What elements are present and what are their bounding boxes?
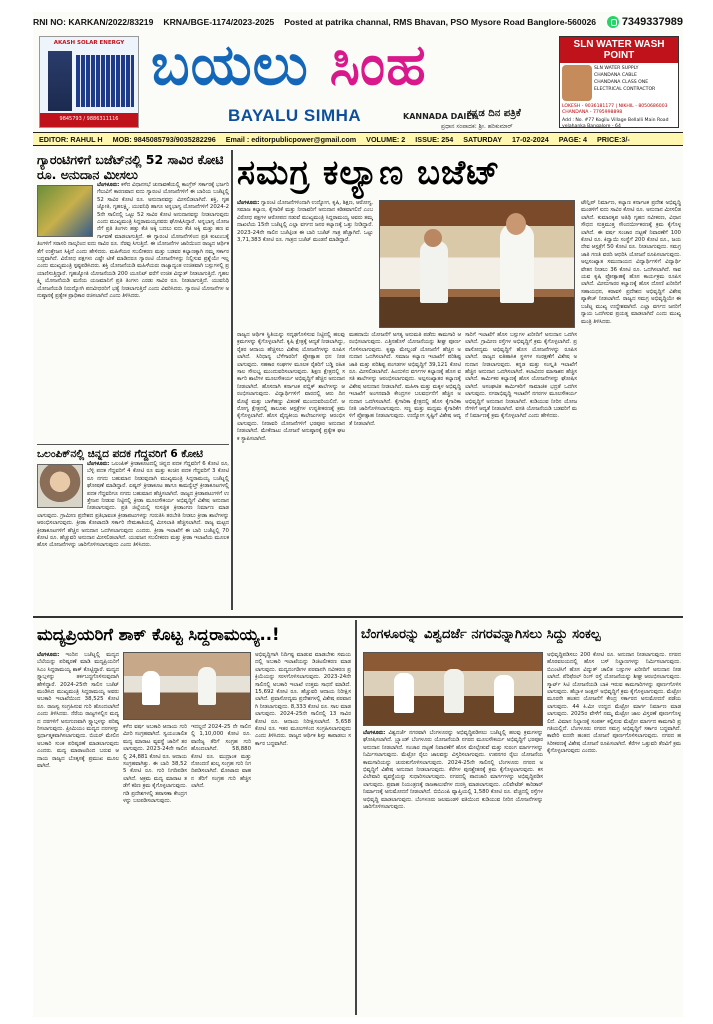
posted-info: Posted at patrika channal, RMS Bhavan, PSO Mysore Road Banglore-560026 (284, 17, 597, 27)
photo-person-head (506, 213, 526, 235)
ad-right-title: SLN WATER WASH POINT (560, 37, 678, 63)
price: PRICE:3/- (597, 134, 630, 144)
bengaluru-article-col-1 (363, 730, 543, 1012)
column-divider (231, 150, 233, 610)
ad-left-title: AKASH SOLAR ENERGY (53, 40, 125, 46)
krna-number: KRNA/BGE-1174/2023-2025 (163, 17, 275, 27)
ad-right-address: Add : No. #77 Kogilu Village Bellalli Main Road yelahanka Bangalore - 64 (562, 118, 669, 128)
ad-right-body (560, 63, 678, 103)
logo-tagline: ಪ್ರಧಾನ ಸಂಪಾದಕ: ಶ್ರೀ. ಹರಿಕುಮಾರ್ (441, 123, 513, 130)
photo-person (394, 673, 414, 713)
headline-bengaluru: ಬೆಂಗಳೂರನ್ನು ವಿಶ್ವದರ್ಜೆ ನಗರವನ್ನಾಗಿಸಲು ಸಿದ್ದು ಸಂಕಲ್ಪ (361, 627, 601, 642)
ad-right-lines (594, 65, 655, 101)
info-bar (33, 132, 683, 146)
mobile-numbers: MOB: 9845085793/9035282296 (112, 134, 216, 144)
column-divider (355, 620, 357, 1015)
photo-person (420, 241, 448, 303)
photo-person (444, 669, 464, 713)
volume: VOLUME: 2 (366, 134, 406, 144)
phone-number: 7349337989 (621, 16, 683, 28)
date: 17-02-2024 (512, 134, 549, 144)
photo-person (142, 671, 160, 705)
solar-panel-image (76, 55, 134, 107)
editor-name: EDITOR: RAHUL H (39, 134, 103, 144)
logo-part-2: ಸಿಂಹ (329, 32, 427, 98)
phone-block (607, 16, 683, 28)
logo-part-1: ಬಯಲು (151, 32, 309, 98)
main-article-col-3b: ಸಾರಿಗೆ ಇಲಾಖೆಗೆ ಹೊಸ ಬಸ್ಸುಗಳ ಖರೀದಿಗೆ ಅನುದಾನ ಒದಗಿಸಲಾಗಿದೆ. ಗ್ರಾಮೀಣ ರಸ್ತೆಗಳ ಅಭಿವೃದ್ಧಿಗೆ ಕ್ರಮ ಕೈಗೊಳ್ಳಲಾಗಿದೆ. ಪ್ರವಾಸೋದ್ಯಮ ಅಭಿವೃದ್ಧಿಗೆ ಹೊಸ ಯೋಜನೆಗಳನ್ನು ರೂಪಿಸಲಾಗಿದೆ. ರಾಜ್ಯದ ಐತಿಹಾಸಿಕ ಸ್ಥಳಗಳ ಸಂರಕ್ಷಣೆಗೆ ವಿಶೇಷ ಅನುದಾನ ನೀಡಲಾಗುವುದು. ಕನ್ನಡ ಮತ್ತು ಸಂಸ್ಕೃತಿ ಇಲಾಖೆಗೆ ಹೆಚ್ಚಿನ ಅನುದಾನ ಒದಗಿಸಲಾಗಿದೆ. ಕಲಾವಿದರ ಮಾಸಾಶನ ಹೆಚ್ಚಿಸಲಾಗಿದೆ. ಕಾರ್ಮಿಕರ ಕಲ್ಯಾಣಕ್ಕೆ ಹೊಸ ಯೋಜನೆಗಳನ್ನು ಘೋಷಿಸಲಾಗಿದೆ. ಅಸಂಘಟಿತ ಕಾರ್ಮಿಕರಿಗೆ ಸಾಮಾಜಿಕ ಭದ್ರತೆ ಒದಗಿಸಲಾಗುವುದು. ನಗರಾಭಿವೃದ್ಧಿ ಇಲಾಖೆಗೆ ನಗರಗಳ ಮೂಲಸೌಕರ್ಯ ಅಭಿವೃದ್ಧಿಗೆ ಅನುದಾನ ನೀಡಲಾಗಿದೆ. ಕುಡಿಯುವ ನೀರಿನ ಯೋಜನೆಗಳಿಗೆ ಆದ್ಯತೆ ನೀಡಲಾಗಿದೆ. ವಸತಿ ಯೋಜನೆಯಡಿ ಬಡವರಿಗೆ ಮನೆ ನಿರ್ಮಾಣಕ್ಕೆ ಕ್ರಮ ಕೈಗೊಳ್ಳಲಾಗಿದೆ ಎಂದು ಹೇಳಿದರು. (465, 332, 577, 420)
photo-person-head (424, 229, 442, 247)
dateline: ಬೆಂಗಳೂರು: (237, 200, 260, 206)
liquor-article-col-4: ಅಭಿವೃದ್ಧಿಗಾಗಿ ನಿರ್ದಿಷ್ಟ ಮಾಡುವ ಮಾಡಬೇಕು ಸಮಯದಲ್ಲಿ ಅಬಕಾರಿ ಇಲಾಖೆಯನ್ನು ಡಿಜಿಟಲೀಕರಣ ಮಾಡಲಾಗುವುದು. ಮದ್ಯದಂಗಡಿಗಳ ಪರವಾನಗಿ ನವೀಕರಣ ಪ್ರಕ್ರಿಯೆಯನ್ನು ಸರಳಗೊಳಿಸಲಾಗುವುದು. 2023-24ನೇ ಸಾಲಿನಲ್ಲಿ ಅಬಕಾರಿ ಇಲಾಖೆ ಉತ್ತಮ ಸಾಧನೆ ಮಾಡಿದೆ. 15,692 ಕೋಟಿ ರೂ. ಹೆಚ್ಚುವರಿ ಆದಾಯ ನಿರೀಕ್ಷಿಸಲಾಗಿದೆ. ಪ್ರವಾಸೋದ್ಯಮ ಪ್ರದೇಶಗಳಲ್ಲಿ ವಿಶೇಷ ಪರವಾನಗಿ ನೀಡಲಾಗುವುದು. 8,333 ಕೋಟಿ ರೂ. ಸಾಲ ಮಾಡಲಾಗುವುದು. 2024-25ನೇ ಸಾಲಿನಲ್ಲಿ 13 ಸಾವಿರ ಕೋಟಿ ರೂ. ಆದಾಯ ನಿರೀಕ್ಷಿಸಲಾಗಿದೆ. 5,658 ಕೋಟಿ ರೂ. ಇತರ ಮೂಲಗಳಿಂದ ಸಂಗ್ರಹಿಸಲಾಗುವುದು ಎಂದು ತಿಳಿಸಿದರು. ರಾಜ್ಯದ ಆರ್ಥಿಕ ಶಿಸ್ತು ಕಾಪಾಡಲು ಸರ್ಕಾರ ಬದ್ಧವಾಗಿದೆ. (255, 652, 351, 747)
logo-english: BAYALU SIMHA (228, 106, 362, 125)
email: Email : editorpublicpower@gmail.com (225, 134, 357, 144)
liquor-story-photo (123, 652, 251, 720)
photo-person (198, 667, 216, 705)
dateline: ಬೆಂಗಳೂರು: (37, 652, 60, 658)
main-article-col-1 (237, 200, 373, 330)
guarantee-logos-image (37, 185, 93, 237)
ad-right-water-wash (559, 36, 679, 128)
logo-kannada-sub: ಕನ್ನಡ ದಿನ ಪತ್ರಿಕೆ (467, 108, 521, 119)
bengaluru-story-photo (363, 652, 543, 726)
newspaper-page (33, 12, 683, 1017)
headline-liquor: ಮದ್ಯಪ್ರಿಯರಿಗೆ ಶಾಕ್ ಕೊಟ್ಟ ಸಿದ್ದರಾಮಯ್ಯ..! (37, 625, 280, 644)
dateline: ಬೆಂಗಳೂರು: (97, 182, 120, 188)
headline-olympic: ಒಲಂಪಿಕ್‌ನಲ್ಲಿ ಚಿನ್ನದ ಪದಕ ಗೆದ್ದವರಿಗೆ 6 ಕೋಟಿ (37, 444, 229, 461)
photo-person (500, 223, 534, 303)
liquor-article-col-1 (37, 652, 119, 1012)
left-column (37, 152, 229, 607)
bengaluru-article-col-2: ಅಭಿವೃದ್ಧಿಪಡಿಸಲು 200 ಕೋಟಿ ರೂ. ಅನುದಾನ ನೀಡಲಾಗುವುದು. ನಗರದ ಹೊರವಲಯದಲ್ಲಿ ಹೊಸ ಬಸ್ ನಿಲ್ದಾಣಗಳನ್ನು ನಿರ್ಮಿಸಲಾಗುವುದು. ಬಿಎಂಟಿಸಿಗೆ ಹೊಸ ವಿದ್ಯುತ್ ಚಾಲಿತ ಬಸ್ಸುಗಳ ಖರೀದಿಗೆ ಅನುದಾನ ನೀಡಲಾಗಿದೆ. ಪೆರಿಫೆರಲ್ ರಿಂಗ್ ರಸ್ತೆ ಯೋಜನೆಯನ್ನು ಶೀಘ್ರ ಆರಂಭಿಸಲಾಗುವುದು. ಸ್ಮಾರ್ಟ್ ಸಿಟಿ ಯೋಜನೆಯಡಿ ಬಾಕಿ ಇರುವ ಕಾಮಗಾರಿಗಳನ್ನು ಪೂರ್ಣಗೊಳಿಸಲಾಗುವುದು. ಹೆಬ್ಬಾಳ ಜಂಕ್ಷನ್ ಅಭಿವೃದ್ಧಿಗೆ ಕ್ರಮ ಕೈಗೊಳ್ಳಲಾಗುವುದು. ಮೆಟ್ರೋ ಮೂರನೇ ಹಂತದ ಯೋಜನೆಗೆ ಕೇಂದ್ರ ಸರ್ಕಾರದ ಅನುಮೋದನೆ ಪಡೆಯಲಾಗುವುದು. 44 ಕಿ.ಮೀ ಉದ್ದದ ಮೆಟ್ರೋ ಮಾರ್ಗ ನಿರ್ಮಾಣ ಮಾಡಲಾಗುವುದು. 2025ರ ವೇಳೆಗೆ ನಮ್ಮ ಮೆಟ್ರೋ ಜಾಲ ವಿಸ್ತರಣೆ ಪೂರ್ಣಗೊಳ್ಳಲಿದೆ. ವಿಮಾನ ನಿಲ್ದಾಣಕ್ಕೆ ಸಂಪರ್ಕ ಕಲ್ಪಿಸುವ ಮೆಟ್ರೋ ಮಾರ್ಗದ ಕಾಮಗಾರಿ ಪ್ರಗತಿಯಲ್ಲಿದೆ. ಬೆಂಗಳೂರು ನಗರದ ಸಮಗ್ರ ಅಭಿವೃದ್ಧಿಗೆ ಸರ್ಕಾರ ಬದ್ಧವಾಗಿದೆ. ಕಾವೇರಿ ಐದನೇ ಹಂತದ ಯೋಜನೆ ಪೂರ್ಣಗೊಳಿಸಲಾಗುವುದು. ನಗರದ ಹಸಿರೀಕರಣಕ್ಕೆ ವಿಶೇಷ ಯೋಜನೆ ರೂಪಿಸಲಾಗಿದೆ. ಕೆರೆಗಳ ಒತ್ತುವರಿ ತೆರವಿಗೆ ಕ್ರಮ ಕೈಗೊಳ್ಳಲಾಗುವುದು ಎಂದರು. (547, 652, 681, 755)
article-body: ಒಲಂಪಿಕ್ ಕ್ರೀಡಾಕೂಟದಲ್ಲಿ ಚಿನ್ನದ ಪದಕ ಗೆದ್ದವರಿಗೆ 6 ಕೋಟಿ ರೂ, ಬೆಳ್ಳಿ ಪದಕ ಗೆದ್ದವರಿಗೆ 4 ಕೋಟಿ ರೂ ಮತ್ತು ಕಂಚಿನ ಪದಕ ಗೆದ್ದವರಿಗೆ 3 ಕೋಟಿ ರೂ ನಗದು ಬಹುಮಾನ ನೀಡುವುದಾಗಿ ಮುಖ್ಯಮಂತ್ರಿ ಸಿದ್ದರಾಮಯ್ಯ ಬಜೆಟ್ನಲ್ಲಿ ಘೋಷಣೆ ಮಾಡಿದ್ದಾರೆ. ಏಷ್ಯನ್ ಕ್ರೀಡಾಕೂಟ ಹಾಗೂ ಕಾಮನ್ವೆಲ್ತ್ ಕ್ರೀಡಾಕೂಟಗಳಲ್ಲಿ ಪದಕ ಗೆದ್ದವರಿಗೂ ನಗದು ಬಹುಮಾನ ಹೆಚ್ಚಿಸಲಾಗಿದೆ. ರಾಜ್ಯದ ಕ್ರೀಡಾಪಟುಗಳಿಗೆ ಉತ್ತೇಜನ ನೀಡುವ ನಿಟ್ಟಿನಲ್ಲಿ ಕ್ರೀಡಾ ಮೂಲಸೌಕರ್ಯ ಅಭಿವೃದ್ಧಿಗೆ ವಿಶೇಷ ಅನುದಾನ ನೀಡಲಾಗುವುದು. ಪ್ರತಿ ಜಿಲ್ಲೆಯಲ್ಲಿ ಸುಸಜ್ಜಿತ ಕ್ರೀಡಾಂಗಣ ನಿರ್ಮಾಣ ಮಾಡಲಾಗುವುದು. ಗ್ರಾಮೀಣ ಪ್ರದೇಶದ ಪ್ರತಿಭಾವಂತ ಕ್ರೀಡಾಪಟುಗಳನ್ನು ಗುರುತಿಸಿ ತರಬೇತಿ ನೀಡಲು ಕ್ರೀಡಾ ಶಾಲೆಗಳನ್ನು ಆರಂಭಿಸಲಾಗುವುದು. ಕ್ರೀಡಾ ಕೋಟಾದಡಿ ಸರ್ಕಾರಿ ನೇಮಕಾತಿಯಲ್ಲಿ ಮೀಸಲಾತಿ ಹೆಚ್ಚಿಸಲಾಗಿದೆ. ರಾಜ್ಯ ಮಟ್ಟದ ಕ್ರೀಡಾಕೂಟಗಳಿಗೆ ಹೆಚ್ಚಿನ ಅನುದಾನ ಒದಗಿಸಲಾಗುವುದು ಎಂದರು. ಕ್ರೀಡಾ ಇಲಾಖೆಗೆ ಈ ಬಾರಿ ಬಜೆಟ್ನಲ್ಲಿ 70 ಕೋಟಿ ರೂ. ಹೆಚ್ಚುವರಿ ಅನುದಾನ ಮೀಸಲಿಡಲಾಗಿದೆ. ಯುವಜನ ಸಬಲೀಕರಣ ಮತ್ತು ಕ್ರೀಡಾ ಇಲಾಖೆಯ ಮೂಲಕ ಹೊಸ ಯೋಜನೆಗಳನ್ನು ಜಾರಿಗೊಳಿಸಲಾಗುವುದು ಎಂದು ತಿಳಿಸಿದರು. (37, 461, 229, 549)
ad-line: CHANDANA CLASS ONE (594, 80, 649, 85)
liquor-article-col-3: ಇದಲ್ಲದೆ 2024-25 ನೇ ಸಾಲಿನಲ್ಲಿ 1,10,000 ಕೋಟಿ ರೂ. ವಾಣಿಜ್ಯ ತೆರಿಗೆ ಸಂಗ್ರಹ ಗುರಿ ಹೊಂದಲಾಗಿದೆ. 58,880 ಕೋಟಿ ರೂ. ಮುದ್ರಾಂಕ ಮತ್ತು ನೋಂದಣಿ ಶುಲ್ಕ ಸಂಗ್ರಹ ಗುರಿ ನಿಗದಿಪಡಿಸಲಾಗಿದೆ. ಮೋಟಾರು ವಾಹನ ತೆರಿಗೆ ಸಂಗ್ರಹ ಗುರಿ ಹೆಚ್ಚಿಸಲಾಗಿದೆ. (191, 724, 251, 790)
solar-heater-image (48, 51, 72, 111)
page-number: PAGE: 4 (558, 134, 588, 144)
liquor-article-col-2: ಕಳೆದ ವರ್ಷ ಅಬಕಾರಿ ಆದಾಯ ಗುರಿ ಮೀರಿ ಸಂಗ್ರಹವಾಗಿದೆ. ಸ್ವಯಂಚಾಲಿತ ಮದ್ಯ ಮಾರಾಟ ವ್ಯವಸ್ಥೆ ಜಾರಿಗೆ ತರಲಾಗುವುದು. 2023-24ನೇ ಸಾಲಿನಲ್ಲಿ 24,881 ಕೋಟಿ ರೂ. ಆದಾಯ ಸಂಗ್ರಹವಾಗಿತ್ತು. ಈ ಬಾರಿ 38,525 ಕೋಟಿ ರೂ. ಗುರಿ ನಿಗದಿಪಡಿಸಲಾಗಿದೆ. ಅಕ್ರಮ ಮದ್ಯ ಮಾರಾಟ ತಡೆಗೆ ಕಠಿಣ ಕ್ರಮ ಕೈಗೊಳ್ಳಲಾಗುವುದು. ಗಡಿ ಪ್ರದೇಶಗಳಲ್ಲಿ ತಪಾಸಣಾ ಕೇಂದ್ರಗಳನ್ನು ಬಲಪಡಿಸಲಾಗುವುದು. (123, 724, 187, 805)
olympic-photo (37, 464, 83, 508)
issue: ISSUE: 254 (415, 134, 454, 144)
logo-english-sub: KANNADA DAILY (403, 112, 477, 121)
top-strip (33, 14, 683, 30)
day: SATURDAY (463, 134, 502, 144)
article-guarantees (37, 182, 229, 440)
logo-title (151, 32, 427, 99)
photo-person (494, 675, 514, 713)
main-article-col-1b: ರಾಜ್ಯದ ಆರ್ಥಿಕ ಸ್ಥಿತಿಯನ್ನು ಸದೃಢಗೊಳಿಸುವ ನಿಟ್ಟಿನಲ್ಲಿ ಹಲವು ಕ್ರಮಗಳನ್ನು ಕೈಗೊಳ್ಳಲಾಗಿದೆ. ಕೃಷಿ ಕ್ಷೇತ್ರಕ್ಕೆ ಆದ್ಯತೆ ನೀಡಲಾಗಿದ್ದು, ರೈತರ ಆದಾಯ ಹೆಚ್ಚಿಸಲು ವಿಶೇಷ ಯೋಜನೆಗಳನ್ನು ರೂಪಿಸಲಾಗಿದೆ. ಸಿರಿಧಾನ್ಯ ಬೆಳೆಗಾರರಿಗೆ ಪ್ರೋತ್ಸಾಹ ಧನ ನೀಡಲಾಗುವುದು. ಸಹಕಾರ ಸಂಘಗಳ ಮೂಲಕ ರೈತರಿಗೆ ಬಡ್ಡಿ ರಹಿತ ಸಾಲ ಸೌಲಭ್ಯ ಮುಂದುವರಿಸಲಾಗುವುದು. ಶಿಕ್ಷಣ ಕ್ಷೇತ್ರದಲ್ಲಿ ಸರ್ಕಾರಿ ಶಾಲೆಗಳ ಮೂಲಸೌಕರ್ಯ ಅಭಿವೃದ್ಧಿಗೆ ಹೆಚ್ಚಿನ ಅನುದಾನ ನೀಡಲಾಗಿದೆ. ಹೊಸದಾಗಿ ಕರ್ನಾಟಕ ಪಬ್ಲಿಕ್ ಶಾಲೆಗಳನ್ನು ಆರಂಭಿಸಲಾಗುವುದು. ವಿದ್ಯಾರ್ಥಿಗಳಿಗೆ ವಾರದಲ್ಲಿ ಆರು ದಿನ ಮೊಟ್ಟೆ ಮತ್ತು ಬಾಳೆಹಣ್ಣು ವಿತರಣೆ ಮುಂದುವರಿಯಲಿದೆ. ಆರೋಗ್ಯ ಕ್ಷೇತ್ರದಲ್ಲಿ ತಾಲೂಕು ಆಸ್ಪತ್ರೆಗಳ ಉನ್ನತೀಕರಣಕ್ಕೆ ಕ್ರಮ ಕೈಗೊಳ್ಳಲಾಗಿದೆ. ಹೊಸ ವೈದ್ಯಕೀಯ ಕಾಲೇಜುಗಳನ್ನು ಆರಂಭಿಸಲಾಗುವುದು. ನೀರಾವರಿ ಯೋಜನೆಗಳಿಗೆ ಭರಪೂರ ಅನುದಾನ ನೀಡಲಾಗಿದೆ. ಮೇಕೆದಾಟು ಯೋಜನೆ ಅನುಷ್ಠಾನಕ್ಕೆ ಪ್ರತ್ಯೇಕ ಘಟಕ ಸ್ಥಾಪಿಸಲಾಗಿದೆ. (237, 332, 345, 442)
ad-line: ELECTRICAL CONTRACTOR (594, 87, 656, 92)
article-body: ವಿಶ್ವದರ್ಜೆ ನಗರವಾಗಿ ಬೆಂಗಳೂರನ್ನು ಅಭಿವೃದ್ಧಿಪಡಿಸಲು ಬಜೆಟ್ನಲ್ಲಿ ಹಲವು ಕ್ರಮಗಳನ್ನು ಘೋಷಿಸಲಾಗಿದೆ. ಬ್ರ್ಯಾಂಡ್ ಬೆಂಗಳೂರು ಯೋಜನೆಯಡಿ ನಗರದ ಮೂಲಸೌಕರ್ಯ ಅಭಿವೃದ್ಧಿಗೆ ಭರಪೂರ ಅನುದಾನ ನೀಡಲಾಗಿದೆ. ಸಂಚಾರ ದಟ್ಟಣೆ ನಿವಾರಣೆಗೆ ಹೊಸ ಮೇಲ್ಸೇತುವೆ ಮತ್ತು ಸುರಂಗ ಮಾರ್ಗಗಳನ್ನು ನಿರ್ಮಿಸಲಾಗುವುದು. ಮೆಟ್ರೋ ರೈಲು ಜಾಲವನ್ನು ವಿಸ್ತರಿಸಲಾಗುವುದು. ಉಪನಗರ ರೈಲು ಯೋಜನೆಯ ಕಾಮಗಾರಿಯನ್ನು ಚುರುಕುಗೊಳಿಸಲಾಗುವುದು. 2024-25ನೇ ಸಾಲಿನಲ್ಲಿ ಬೆಂಗಳೂರು ನಗರದ ಅಭಿವೃದ್ಧಿಗೆ ವಿಶೇಷ ಅನುದಾನ ನೀಡಲಾಗುವುದು. ಕೆರೆಗಳ ಪುನಶ್ಚೇತನಕ್ಕೆ ಕ್ರಮ ಕೈಗೊಳ್ಳಲಾಗುವುದು. ಕಸ ವಿಲೇವಾರಿ ವ್ಯವಸ್ಥೆಯನ್ನು ಸುಧಾರಿಸಲಾಗುವುದು. ನಗರದಲ್ಲಿ ಪಾದಚಾರಿ ಮಾರ್ಗಗಳನ್ನು ಅಭಿವೃದ್ಧಿಪಡಿಸಲಾಗುವುದು. ಪ್ರವಾಹ ನಿಯಂತ್ರಣಕ್ಕೆ ರಾಜಕಾಲುವೆಗಳ ದುರಸ್ತಿ ಮಾಡಲಾಗುವುದು. ಎಲಿವೇಟೆಡ್ ಕಾರಿಡಾರ್ ನಿರ್ಮಾಣಕ್ಕೆ ಅನುಮೋದನೆ ನೀಡಲಾಗಿದೆ. ಬಿಬಿಎಂಪಿ ವ್ಯಾಪ್ತಿಯಲ್ಲಿ 1,580 ಕೋಟಿ ರೂ. ವೆಚ್ಚದಲ್ಲಿ ರಸ್ತೆಗಳ ಅಭಿವೃದ್ಧಿ ಮಾಡಲಾಗುವುದು. ಬೆಂಗಳೂರು ಜಲಮಂಡಳಿ ವತಿಯಿಂದ ಕುಡಿಯುವ ನೀರಿನ ಯೋಜನೆಗಳನ್ನು ಜಾರಿಗೊಳಿಸಲಾಗುವುದು. (363, 730, 543, 811)
article-body: ಕಳೆದ ವಿಧಾನಸಭೆ ಚುನಾವಣೆಯಲ್ಲಿ ಕಾಂಗ್ರೆಸ್ ಸರ್ಕಾರಕ್ಕೆ ಭರ್ಜರಿ ಗೆಲುವಿಗೆ ಕಾರಣವಾದ ಐದು ಗ್ಯಾರಂಟಿ ಯೋಜನೆಗಳಿಗೆ ಈ ಬಾರಿಯ ಬಜೆಟ್ನಲ್ಲಿ 52 ಸಾವಿರ ಕೋಟಿ ರೂ. ಅನುದಾನವನ್ನು ಮೀಸಲಿಡಲಾಗಿದೆ. ಶಕ್ತಿ, ಗೃಹಜ್ಯೋತಿ, ಗೃಹಲಕ್ಷ್ಮಿ, ಯುವನಿಧಿ ಹಾಗೂ ಅನ್ನಭಾಗ್ಯ ಯೋಜನೆಗಳಿಗೆ 2024-25ನೇ ಸಾಲಿನಲ್ಲಿ ಒಟ್ಟು 52 ಸಾವಿರ ಕೋಟಿ ಅನುದಾನವನ್ನು ನೀಡಲಾಗುವುದು ಎಂದು ಮುಖ್ಯಮಂತ್ರಿ ಸಿದ್ದರಾಮಯ್ಯನವರು ಘೋಷಿಸಿದ್ದಾರೆ. ಅನ್ನಭಾಗ್ಯ ಯೋಜನೆಗೆ ಪ್ರತಿ ತಿಂಗಳು ಹತ್ತು ಕೆಜಿ ಅಕ್ಕಿ ಬದಲು ಐದು ಕೆಜಿ ಅಕ್ಕಿ ಮತ್ತು ಹಣ ವರ್ಗಾವಣೆ ಮಾಡಲಾಗುತ್ತಿದೆ. ಈ ಗ್ಯಾರಂಟಿ ಯೋಜನೆಗಳಿಂದ ಪ್ರತಿ ಕುಟುಂಬಕ್ಕೆ ತಿಂಗಳಿಗೆ ಸರಾಸರಿ ನಾಲ್ಕರಿಂದ ಐದು ಸಾವಿರ ರೂ. ನೆರವು ಸಿಗುತ್ತಿದೆ. ಈ ಯೋಜನೆಗಳ ಜಾರಿಯಿಂದ ರಾಜ್ಯದ ಆರ್ಥಿಕತೆಗೆ ಉತ್ತೇಜನ ಸಿಕ್ಕಿದೆ ಎಂದು ಹೇಳಿದರು. ಮಹಿಳೆಯರ ಸಬಲೀಕರಣ ಮತ್ತು ಬಡವರ ಕಲ್ಯಾಣಕ್ಕಾಗಿ ನಮ್ಮ ಸರ್ಕಾರ ಬದ್ಧವಾಗಿದೆ. ವಿರೋಧ ಪಕ್ಷಗಳು ಎಷ್ಟೇ ಟೀಕೆ ಮಾಡಿದರೂ ಗ್ಯಾರಂಟಿ ಯೋಜನೆಗಳನ್ನು ನಿಲ್ಲಿಸುವ ಪ್ರಶ್ನೆಯೇ ಇಲ್ಲ ಎಂದು ಮುಖ್ಯಮಂತ್ರಿ ಸ್ಪಷ್ಟಪಡಿಸಿದರು. ಶಕ್ತಿ ಯೋಜನೆಯಡಿ ಮಹಿಳೆಯರು ರಾಜ್ಯಾದ್ಯಂತ ಉಚಿತವಾಗಿ ಬಸ್ಸುಗಳಲ್ಲಿ ಪ್ರಯಾಣಿಸುತ್ತಿದ್ದಾರೆ. ಗೃಹಜ್ಯೋತಿ ಯೋಜನೆಯಡಿ 200 ಯೂನಿಟ್ ವರೆಗೆ ಉಚಿತ ವಿದ್ಯುತ್ ನೀಡಲಾಗುತ್ತಿದೆ. ಗೃಹಲಕ್ಷ್ಮಿ ಯೋಜನೆಯಡಿ ಮನೆಯ ಯಜಮಾನಿಗೆ ಪ್ರತಿ ತಿಂಗಳು ಎರಡು ಸಾವಿರ ರೂ. ನೀಡಲಾಗುತ್ತಿದೆ. ಯುವನಿಧಿ ಯೋಜನೆಯಡಿ ನಿರುದ್ಯೋಗಿ ಪದವೀಧರರಿಗೆ ಭತ್ಯೆ ನೀಡಲಾಗುತ್ತಿದೆ ಎಂದು ವಿವರಿಸಿದರು. ಗ್ಯಾರಂಟಿ ಯೋಜನೆಗಳ ಅನುಷ್ಠಾನಕ್ಕೆ ಪ್ರತ್ಯೇಕ ಪ್ರಾಧಿಕಾರ ರಚಿಸಲಾಗಿದೆ ಎಂದು ತಿಳಿಸಿದರು. (37, 182, 229, 300)
dateline: ಬೆಂಗಳೂರು: (363, 730, 386, 736)
section-divider (33, 616, 683, 618)
main-article-col-3: ಟೌನ್ಷಿಪ್ ನಿರ್ಮಾಣ, ಕಲ್ಯಾಣ ಕರ್ನಾಟಕ ಪ್ರದೇಶ ಅಭಿವೃದ್ಧಿ ಮಂಡಳಿಗೆ ಐದು ಸಾವಿರ ಕೋಟಿ ರೂ. ಅನುದಾನ ಮೀಸಲಿಡಲಾಗಿದೆ. ಕುಮಾರಕೃಪ ಅತಿಥಿ ಗೃಹದ ನವೀಕರಣ, ವಿಧಾನಸೌಧದ ಸುತ್ತಮುತ್ತ ಸೌಂದರ್ಯೀಕರಣಕ್ಕೆ ಕ್ರಮ ಕೈಗೊಳ್ಳಲಾಗಿದೆ. ಈ ವರ್ಷ ಸಂಚಾರ ದಟ್ಟಣೆ ನಿವಾರಣೆಗೆ 100 ಕೋಟಿ ರೂ. ಕಿದ್ವಾಯಿ ಸಂಸ್ಥೆಗೆ 200 ಕೋಟಿ ರೂ., ಜಯದೇವ ಆಸ್ಪತ್ರೆಗೆ 50 ಕೋಟಿ ರೂ. ನೀಡಲಾಗುವುದು. ಸಮಗ್ರ ಜಾತಿ ಗಣತಿ ವರದಿ ಆಧರಿಸಿ ಯೋಜನೆ ರೂಪಿಸಲಾಗುವುದು. ಅಲ್ಪಸಂಖ್ಯಾತ ಸಮುದಾಯದ ವಿದ್ಯಾರ್ಥಿಗಳಿಗೆ ವಿದ್ಯಾರ್ಥಿ ವೇತನ ನೀಡಲು 36 ಕೋಟಿ ರೂ. ಒದಗಿಸಲಾಗಿದೆ. ಸಾವಯವ ಕೃಷಿ ಪ್ರೋತ್ಸಾಹಕ್ಕೆ ಹೊಸ ಕಾರ್ಯಕ್ರಮ ರೂಪಿಸಲಾಗಿದೆ. ಮೀನುಗಾರರ ಕಲ್ಯಾಣಕ್ಕೆ ಹೊಸ ದೋಣಿ ಖರೀದಿಗೆ ಸಹಾಯಧನ, ಕರಾವಳಿ ಪ್ರದೇಶದ ಅಭಿವೃದ್ಧಿಗೆ ವಿಶೇಷ ಪ್ಯಾಕೇಜ್ ನೀಡಲಾಗಿದೆ. ರಾಜ್ಯದ ಸಮಗ್ರ ಅಭಿವೃದ್ಧಿಯೇ ಈ ಬಜೆಟ್ನ ಮುಖ್ಯ ಉದ್ದೇಶವಾಗಿದೆ. ಎಲ್ಲಾ ವರ್ಗದ ಜನರಿಗೆ ನ್ಯಾಯ ಒದಗಿಸುವ ಪ್ರಯತ್ನ ಮಾಡಲಾಗಿದೆ ಎಂದು ಮುಖ್ಯಮಂತ್ರಿ ತಿಳಿಸಿದರು. (581, 200, 681, 325)
assembly-budget-photo (379, 200, 575, 328)
ad-line: CHANDANA CABLE (594, 73, 637, 78)
rni-number: RNI NO: KARKAN/2022/83219 (33, 17, 154, 27)
article-body: ಇಂದಿನ ಬಜೆಟ್ನಲ್ಲಿ ಮದ್ಯದ ಬೆಲೆಯನ್ನು ಪರಿಷ್ಕರಣೆ ಮಾಡಿ ಮದ್ಯಪ್ರಿಯರಿಗೆ ಸಿಎಂ ಸಿದ್ದರಾಮಯ್ಯ ಶಾಕ್ ಕೊಟ್ಟಿದ್ದಾರೆ. ಮದ್ಯದ ಸ್ಲ್ಯಾಬ್ಗಳನ್ನು ತರ್ಕಬದ್ಧಗೊಳಿಸುವುದಾಗಿ ಹೇಳಿದ್ದಾರೆ. 2024-25ನೇ ಸಾಲಿನ ಬಜೆಟ್ ಮಂಡಿಸಿದ ಮುಖ್ಯಮಂತ್ರಿ ಸಿದ್ದರಾಮಯ್ಯ ಅವರು ಅಬಕಾರಿ ಇಲಾಖೆಯಿಂದ 38,525 ಕೋಟಿ ರೂ. ರಾಜಸ್ವ ಸಂಗ್ರಹಿಸುವ ಗುರಿ ಹೊಂದಲಾಗಿದೆ ಎಂದು ತಿಳಿಸಿದರು. ನೆರೆಯ ರಾಜ್ಯಗಳಲ್ಲಿನ ಮದ್ಯದ ದರಗಳಿಗೆ ಅನುಗುಣವಾಗಿ ಸ್ಲ್ಯಾಬ್ಗಳನ್ನು ಪರಿಷ್ಕರಿಸಲಾಗುವುದು. ಪ್ರೀಮಿಯಂ ಮದ್ಯದ ದರಗಳನ್ನು ಸ್ಪರ್ಧಾತ್ಮಕವಾಗಿಸಲಾಗುವುದು. ಬಿಯರ್ ಮೇಲಿನ ಅಬಕಾರಿ ಸುಂಕ ಪರಿಷ್ಕರಣೆ ಮಾಡಲಾಗುವುದು ಎಂದರು. ಮದ್ಯ ಮಾರಾಟದಿಂದ ಬರುವ ಆದಾಯ ರಾಜ್ಯದ ಬೊಕ್ಕಸಕ್ಕೆ ಪ್ರಮುಖ ಮೂಲವಾಗಿದೆ. (37, 652, 119, 770)
article-body: ಗ್ಯಾರಂಟಿ ಯೋಜನೆಗಳಿಂದಾಗಿ ಉದ್ಯೋಗ, ಕೃಷಿ, ಶಿಕ್ಷಣ, ಆರೋಗ್ಯ, ಸಮಾಜ ಕಲ್ಯಾಣ, ಕೈಗಾರಿಕೆ ಮತ್ತು ನೀರಾವರಿಗೆ ಅನುದಾನ ಕಡಿತವಾಗಲಿದೆ ಎಂಬ ವಿರೋಧ ಪಕ್ಷಗಳ ಆರೋಪದ ನಡುವೆ ಮುಖ್ಯಮಂತ್ರಿ ಸಿದ್ದರಾಮಯ್ಯ ಅವರು ತಮ್ಮ ದಾಖಲೆಯ 15ನೇ ಬಜೆಟ್ನಲ್ಲಿ ಎಲ್ಲಾ ವರ್ಗದ ಜನರ ಕಲ್ಯಾಣಕ್ಕೆ ಒತ್ತು ನೀಡಿದ್ದಾರೆ. 2023-24ನೇ ಸಾಲಿನ ಬಜೆಟ್ಗಿಂತ ಈ ಬಾರಿ ಬಜೆಟ್ ಗಾತ್ರ ಹೆಚ್ಚಾಗಿದೆ. ಒಟ್ಟು 3,71,383 ಕೋಟಿ ರೂ. ಗಾತ್ರದ ಬಜೆಟ್ ಮಂಡನೆ ಮಾಡಿದ್ದಾರೆ. (237, 200, 373, 244)
main-article-col-2b: ಮಹದಾಯಿ ಯೋಜನೆಗೆ ಅಗತ್ಯ ಅನುಮತಿ ಪಡೆದು ಕಾಮಗಾರಿ ಆರಂಭಿಸಲಾಗುವುದು. ಎತ್ತಿನಹೊಳೆ ಯೋಜನೆಯನ್ನು ಶೀಘ್ರ ಪೂರ್ಣಗೊಳಿಸಲಾಗುವುದು. ಕೃಷ್ಣಾ ಮೇಲ್ದಂಡೆ ಯೋಜನೆಗೆ ಹೆಚ್ಚಿನ ಅನುದಾನ ಒದಗಿಸಲಾಗಿದೆ. ಸಮಾಜ ಕಲ್ಯಾಣ ಇಲಾಖೆಗೆ ಪರಿಶಿಷ್ಟ ಜಾತಿ ಮತ್ತು ಪರಿಶಿಷ್ಟ ಪಂಗಡಗಳ ಅಭಿವೃದ್ಧಿಗೆ 39,121 ಕೋಟಿ ರೂ. ಮೀಸಲಿಡಲಾಗಿದೆ. ಹಿಂದುಳಿದ ವರ್ಗಗಳ ಕಲ್ಯಾಣಕ್ಕೆ ಹೊಸ ವಸತಿ ಶಾಲೆಗಳನ್ನು ಆರಂಭಿಸಲಾಗುವುದು. ಅಲ್ಪಸಂಖ್ಯಾತರ ಕಲ್ಯಾಣಕ್ಕೆ ವಿಶೇಷ ಅನುದಾನ ನೀಡಲಾಗಿದೆ. ಮಹಿಳಾ ಮತ್ತು ಮಕ್ಕಳ ಅಭಿವೃದ್ಧಿ ಇಲಾಖೆಗೆ ಅಂಗನವಾಡಿ ಕೇಂದ್ರಗಳ ಬಲವರ್ಧನೆಗೆ ಹೆಚ್ಚಿನ ಅನುದಾನ ಒದಗಿಸಲಾಗಿದೆ. ಕೈಗಾರಿಕಾ ಕ್ಷೇತ್ರದಲ್ಲಿ ಹೊಸ ಕೈಗಾರಿಕಾ ನೀತಿ ಜಾರಿಗೊಳಿಸಲಾಗುವುದು. ಸಣ್ಣ ಮತ್ತು ಮಧ್ಯಮ ಕೈಗಾರಿಕೆಗಳಿಗೆ ಪ್ರೋತ್ಸಾಹ ನೀಡಲಾಗುವುದು. ಉದ್ಯೋಗ ಸೃಷ್ಟಿಗೆ ವಿಶೇಷ ಆದ್ಯತೆ ನೀಡಲಾಗಿದೆ. (349, 332, 461, 427)
article-olympic (37, 461, 229, 609)
masthead (33, 32, 683, 132)
main-headline: ಸಮಗ್ರ ಕಲ್ಯಾಣ ಬಜೆಟ್ (237, 153, 501, 193)
ad-left-footer: 9845793 / 9886311116 (40, 113, 138, 127)
headline-guarantees: ಗ್ಯಾರಂಟಿಗಳಿಗೆ ಬಜೆಟ್‌ನಲ್ಲಿ 52 ಸಾವಿರ ಕೋಟಿ ರೂ. ಅನುದಾನ ಮೀಸಲು (37, 152, 224, 182)
dateline: ಬೆಂಗಳೂರು: (87, 461, 110, 467)
ad-line: SLN WATER SUPPLY (594, 66, 639, 71)
whatsapp-icon (607, 16, 619, 28)
ad-person-photo (562, 65, 592, 101)
ad-left-solar (39, 36, 139, 128)
ad-right-contact: LOKESH - 9036181177 | NIKHIL - 8050686003 CHANDANA - 7795998898 (562, 104, 668, 115)
newspaper-logo (145, 32, 553, 132)
photo-desk (380, 297, 574, 328)
